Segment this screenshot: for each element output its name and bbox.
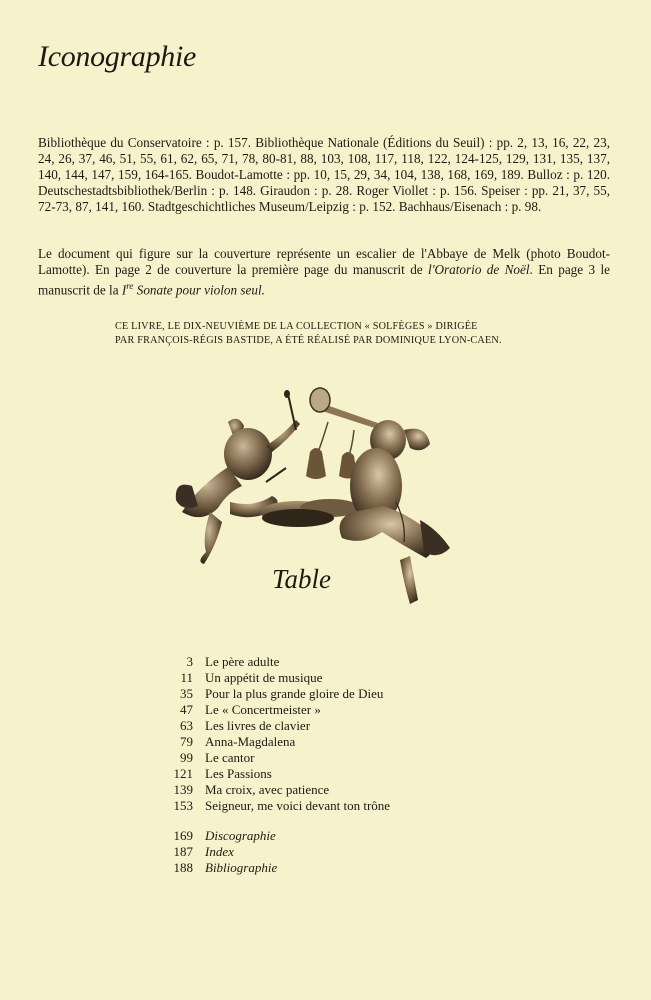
toc-row bbox=[160, 750, 580, 766]
left-cherub-icon bbox=[176, 390, 300, 564]
toc-page-number: 99 bbox=[180, 750, 193, 765]
toc-appendix-title: Index bbox=[205, 844, 234, 859]
colophon bbox=[115, 320, 555, 348]
colophon-line-1: CE LIVRE, LE DIX-NEUVIÈME DE LA COLLECTION « SOLFÈGES » DIRIGÉE bbox=[115, 321, 478, 332]
toc-page-number: 35 bbox=[180, 686, 193, 701]
toc-page-number: 47 bbox=[180, 702, 193, 717]
toc-page-number: 139 bbox=[173, 782, 193, 797]
toc-row bbox=[160, 828, 580, 844]
toc-chapter-title: Anna-Magdalena bbox=[205, 734, 296, 749]
toc-appendix-title: Bibliographie bbox=[205, 860, 278, 875]
cover-note-italic-oratorio: l'Oratorio de Noël bbox=[428, 262, 530, 278]
toc-page-number: 11 bbox=[180, 670, 193, 685]
toc-chapter-title: Seigneur, me voici devant ton trône bbox=[205, 798, 391, 813]
toc-row bbox=[160, 734, 580, 750]
toc-row bbox=[160, 782, 580, 798]
cover-note-italic-numeral: I bbox=[121, 282, 127, 298]
toc-page-number: 121 bbox=[173, 766, 193, 781]
toc-page-number: 169 bbox=[173, 828, 193, 843]
toc-page-number: 187 bbox=[173, 844, 193, 859]
toc-row bbox=[160, 718, 580, 734]
toc-chapter-title: Le « Concertmeister » bbox=[205, 702, 321, 717]
cover-note-text-2: . En page 3 le manuscrit de la bbox=[38, 262, 610, 298]
toc-row bbox=[160, 798, 580, 814]
table-of-contents bbox=[160, 654, 580, 876]
toc-chapter-title: Le cantor bbox=[205, 750, 255, 765]
toc-page-number: 3 bbox=[186, 654, 193, 669]
cover-note-superscript: re bbox=[126, 281, 134, 292]
toc-page-number: 63 bbox=[180, 718, 193, 733]
toc-page-number: 153 bbox=[173, 798, 193, 813]
toc-appendix-title: Discographie bbox=[205, 828, 276, 843]
toc-row bbox=[160, 766, 580, 782]
toc-row bbox=[160, 654, 580, 670]
toc-spacer bbox=[160, 814, 580, 828]
toc-row bbox=[160, 844, 580, 860]
toc-page-number: 79 bbox=[180, 734, 193, 749]
toc-chapter-title: Les livres de clavier bbox=[205, 718, 311, 733]
cover-note-text-1: Le document qui figure sur la couverture représente un escalier de l'Abbaye de Melk (photo Boudot-Lamotte). En page 2 de couverture la première page du manuscrit de bbox=[38, 246, 610, 278]
toc-chapter-title: Les Passions bbox=[205, 766, 272, 781]
toc-row bbox=[160, 860, 580, 876]
toc-row bbox=[160, 670, 580, 686]
right-cherub-icon bbox=[340, 420, 450, 604]
toc-chapter-title: Un appétit de musique bbox=[205, 670, 323, 685]
toc-row bbox=[160, 686, 580, 702]
table-title: Table bbox=[272, 564, 332, 594]
cover-note-italic-sonate: Sonate pour violon seul. bbox=[133, 282, 265, 298]
toc-chapter-title: Le père adulte bbox=[205, 654, 280, 669]
toc-chapter-title: Pour la plus grande gloire de Dieu bbox=[205, 686, 384, 701]
toc-page-number: 188 bbox=[173, 860, 193, 875]
toc-row bbox=[160, 702, 580, 718]
toc-chapter-title: Ma croix, avec patience bbox=[205, 782, 330, 797]
colophon-line-2: PAR FRANÇOIS-RÉGIS BASTIDE, A ÉTÉ RÉALISÉ PAR DOMINIQUE LYON-CAEN. bbox=[115, 335, 502, 346]
image-credits: Bibliothèque du Conservatoire : p. 157. Bibliothèque Nationale (Éditions du Seuil) : pp. 2, 13, 16, 22, 23, 24, 26, 37, 46, 51, 55, 61, 62, 65, 71, 78, 80-81, 88, 103, 108, 117, 118, 122, 124-125, 129, 131, 135, 137, 140, 144, 147, 159, 164-165. Boudot-Lamotte : pp. 10, 15, 29, 34, 104, 138, 168, 169, 189. Bulloz : p. 120. Deutschestadtsbibliothek/Berlin : p. 148. Giraudon : p. 28. Roger Viollet : p. 156. Speiser : pp. 21, 37, 55, 72-73, 87, 141, 160. Stadtgeschichtliches Museum/Leipzig : p. 152. Bachhaus/Eisenach : p. 98. bbox=[38, 135, 610, 215]
page-heading: Iconographie bbox=[38, 40, 197, 73]
cover-note bbox=[38, 246, 610, 299]
